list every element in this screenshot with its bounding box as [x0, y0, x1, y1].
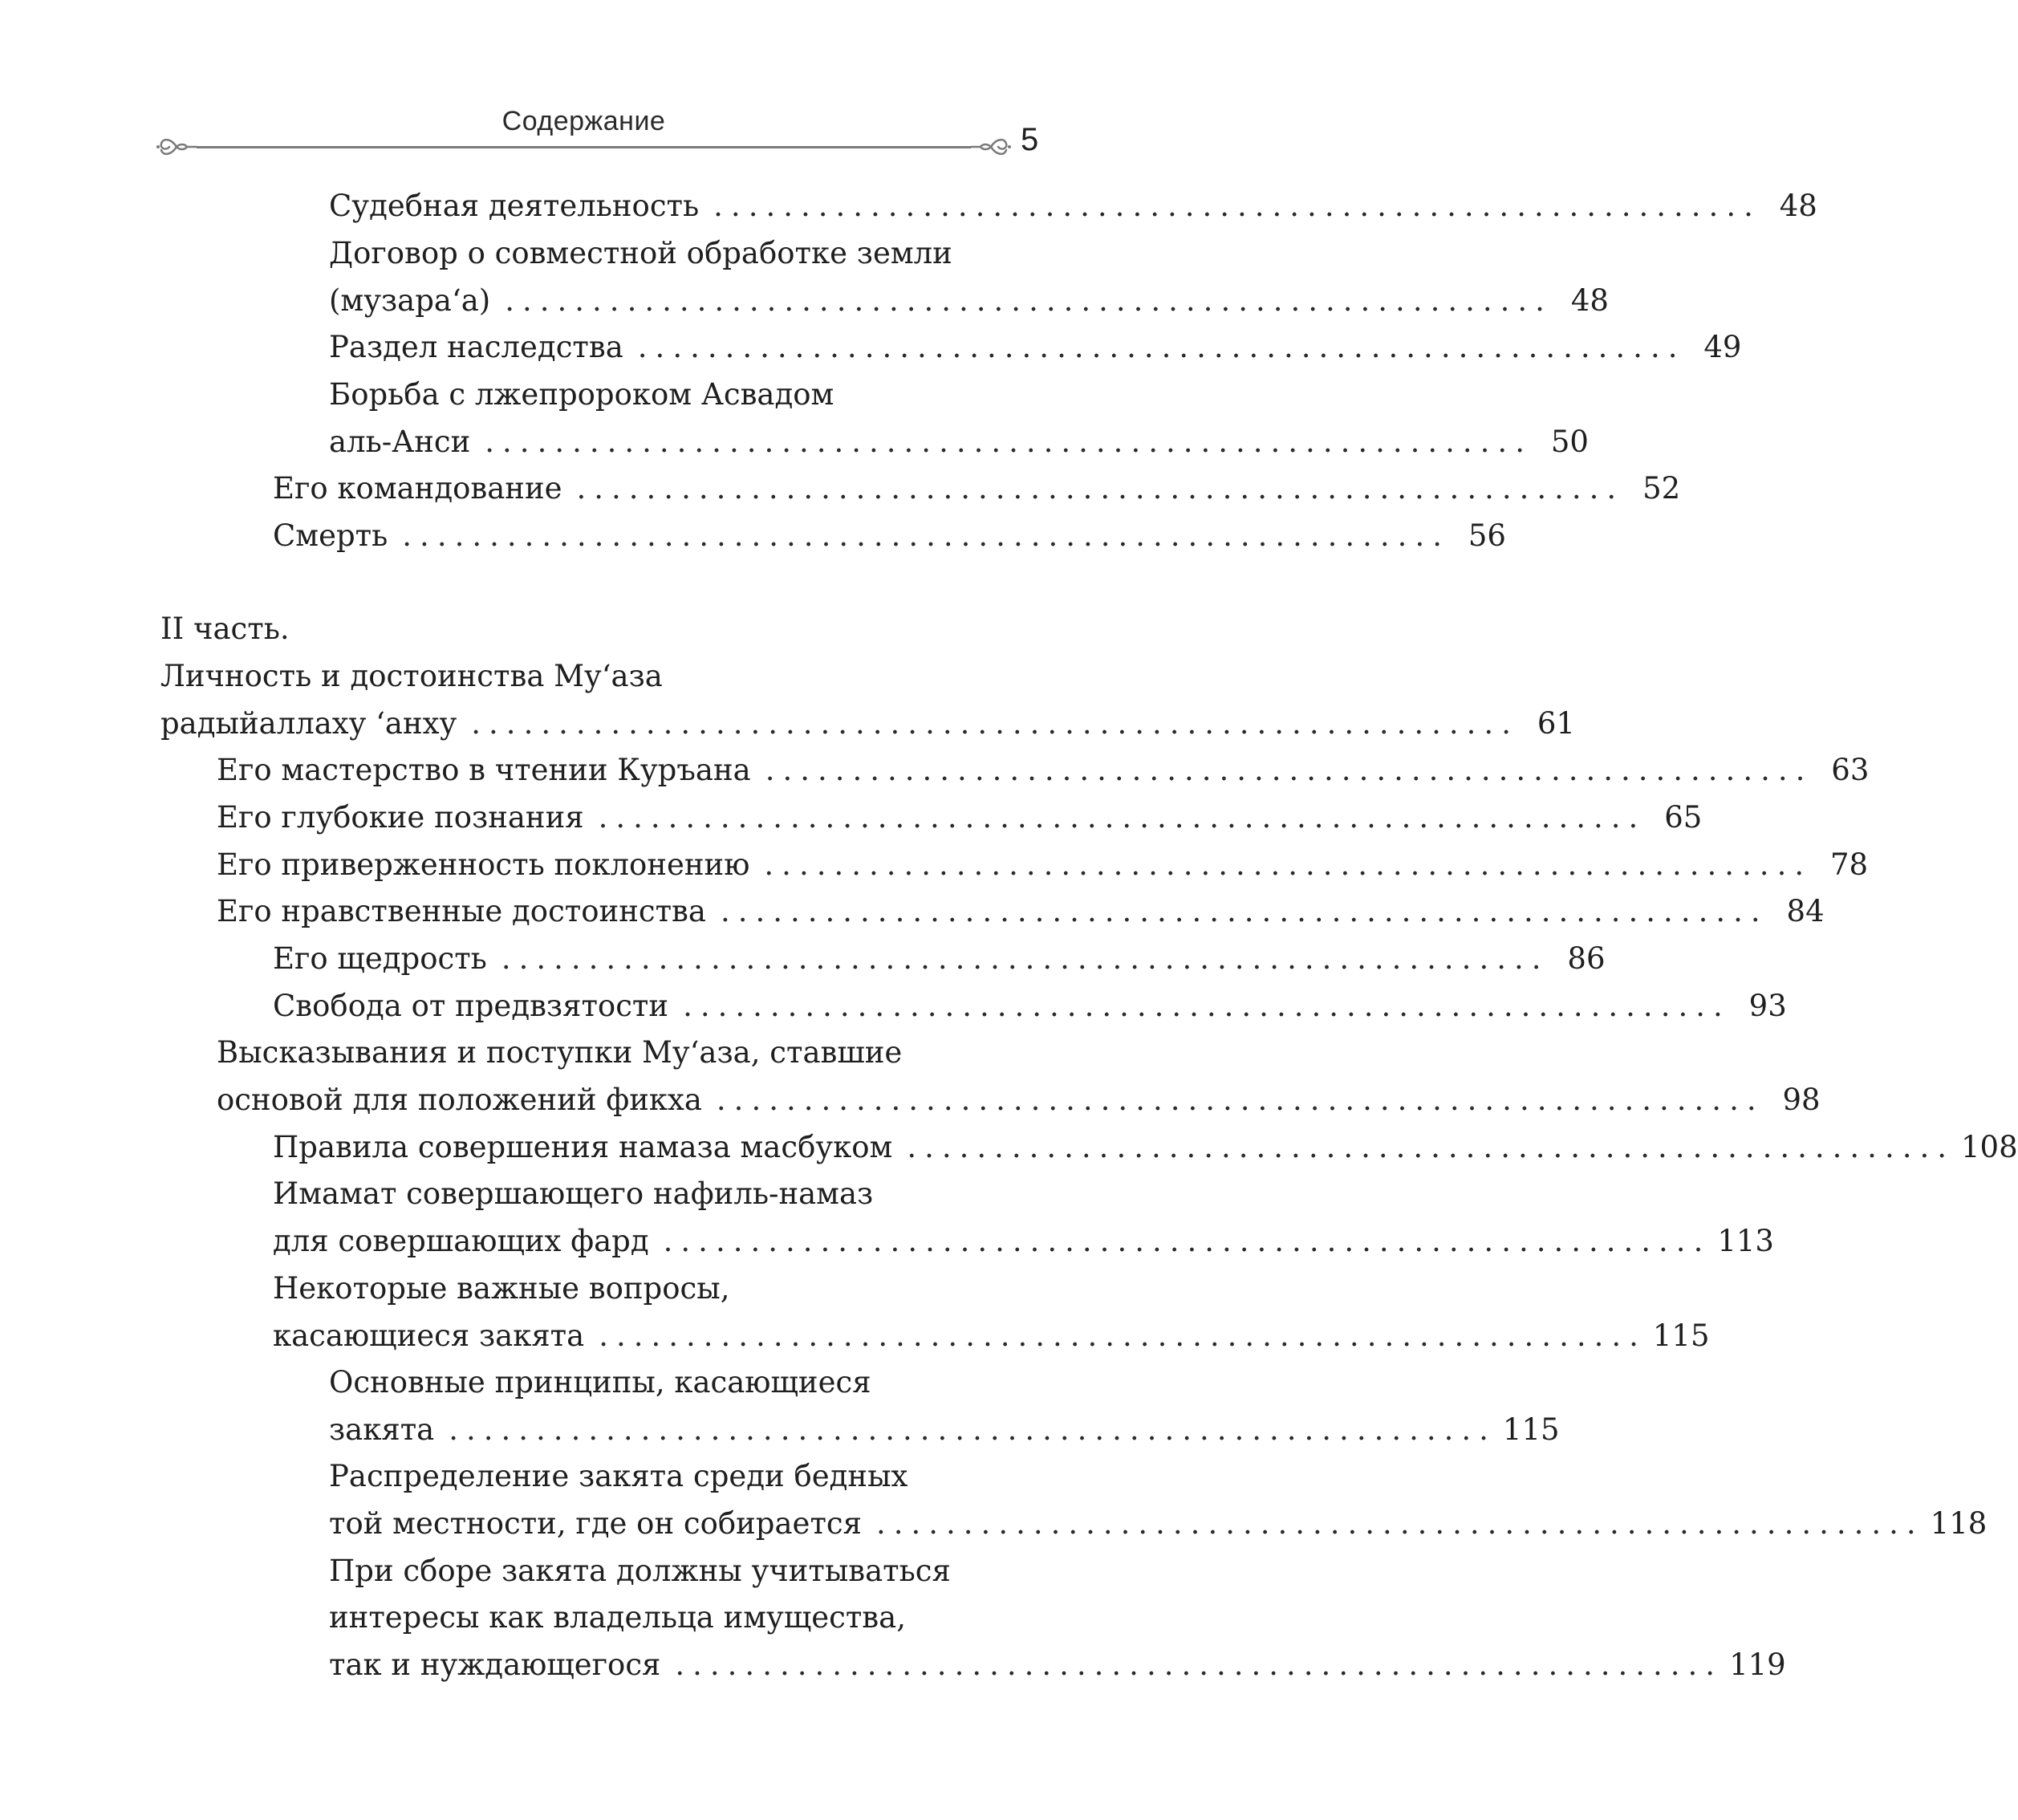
- dot-leader: ............................................................: [501, 941, 1549, 976]
- toc-entry: [273, 1124, 2018, 1171]
- dot-leader: ............................................................: [637, 330, 1686, 364]
- toc-entry-title: Договор о совместной обработке земли: [329, 236, 952, 270]
- toc-entry-title: II часть.: [160, 611, 290, 646]
- toc-entry-page: 115: [1652, 1318, 1710, 1353]
- toc-entry-title: Смерть: [273, 518, 388, 553]
- dot-leader: ............................................................: [599, 1318, 1646, 1353]
- toc-entry: [217, 1030, 1001, 1076]
- toc-entry-title: Личность и достоинства Му‘аза: [160, 659, 663, 693]
- toc-entry: [273, 465, 1681, 512]
- toc-entry: [329, 230, 1001, 277]
- toc-entry: [329, 1407, 1560, 1453]
- toc-entry-title: Высказывания и поступки Му‘аза, ставшие: [217, 1035, 903, 1070]
- page-number: 5: [1021, 122, 1039, 157]
- toc-entry: [273, 513, 1506, 559]
- toc-entry-title: (музара‘а): [329, 283, 491, 318]
- toc-entry: [329, 278, 1609, 324]
- toc-entry-title: Борьба с лжепророком Асвадом: [329, 377, 834, 412]
- toc-entry-title: Его командование: [273, 471, 562, 506]
- toc-entry: [217, 794, 1703, 841]
- dot-leader: ............................................................: [485, 425, 1533, 459]
- toc-entry-title: Имамат совершающего нафиль-намаз: [273, 1176, 874, 1211]
- toc-entry-title: Свобода от предвзятости: [273, 989, 669, 1023]
- toc-entry-title: Его щедрость: [273, 941, 487, 976]
- toc-entry-title: касающиеся закята: [273, 1318, 585, 1353]
- dot-leader: ............................................................: [765, 753, 1813, 787]
- toc-entry: [329, 419, 1589, 465]
- header-title: Содержание: [501, 106, 666, 136]
- toc-entry: [329, 372, 1001, 418]
- toc-entry: [160, 701, 1575, 747]
- toc-entry: [217, 842, 1869, 888]
- toc-entry-title: Судебная деятельность: [329, 189, 700, 223]
- toc-entry: [273, 936, 1606, 982]
- toc-entry-title: так и нуждающегося: [329, 1647, 661, 1682]
- toc-entry-title: интересы как владельца имущества,: [329, 1600, 906, 1635]
- toc-entry-page: 115: [1502, 1412, 1560, 1447]
- toc-entry: [217, 1077, 1821, 1123]
- dot-leader: ............................................................: [663, 1224, 1711, 1258]
- toc-entry: [329, 324, 1742, 371]
- toc-entry-title: радыйаллаху ‘анху: [160, 706, 457, 741]
- toc-entry-title: Правила совершения намаза масбуком: [273, 1130, 893, 1164]
- toc-entry: [329, 1548, 1001, 1595]
- toc-entry-title: Его глубокие познания: [217, 800, 584, 835]
- toc-entry: [273, 1218, 1774, 1265]
- toc-entry-page: 61: [1537, 706, 1575, 741]
- toc-entry: [329, 1359, 1001, 1406]
- toc-entry: [329, 183, 1817, 230]
- toc-entry: [329, 1595, 1001, 1641]
- toc-entry-page: 56: [1468, 518, 1506, 553]
- toc-entry-page: 52: [1642, 471, 1681, 506]
- dot-leader: ............................................................: [505, 283, 1553, 318]
- toc-entry: [329, 1642, 1786, 1688]
- toc-entry-title: При сборе закята должны учитываться: [329, 1554, 951, 1588]
- toc-entry-title: той местности, где он собирается: [329, 1506, 862, 1541]
- toc-entry: [329, 1453, 1001, 1500]
- toc-entry-page: 78: [1830, 847, 1869, 882]
- toc-entry-page: 119: [1729, 1647, 1786, 1682]
- toc-entry: [273, 1171, 1001, 1217]
- toc-entry: [329, 1501, 1988, 1547]
- toc-entry-title: закята: [329, 1412, 435, 1447]
- toc-entry: [273, 983, 1787, 1030]
- toc-entry: [217, 888, 1825, 935]
- dot-leader: ............................................................: [402, 518, 1450, 553]
- dot-leader: ............................................................: [449, 1412, 1496, 1447]
- dot-leader: ............................................................: [471, 706, 1519, 741]
- dot-leader: ............................................................: [720, 894, 1768, 928]
- toc-entry: [160, 653, 1001, 700]
- dot-leader: ............................................................: [576, 471, 1625, 506]
- toc-entry: [273, 1265, 1001, 1312]
- toc-entry-page: 86: [1567, 941, 1606, 976]
- dot-leader: ............................................................: [675, 1647, 1724, 1682]
- toc-entry-page: 84: [1786, 894, 1825, 928]
- toc-entry-title: Его приверженность поклонению: [217, 847, 750, 882]
- toc-entry: [160, 606, 1001, 652]
- toc-entry-page: 63: [1831, 753, 1870, 787]
- dot-leader: ............................................................: [683, 989, 1731, 1023]
- toc-entry-page: 50: [1550, 425, 1589, 459]
- dot-leader: ............................................................: [875, 1506, 1924, 1541]
- toc-entry-page: 113: [1717, 1224, 1774, 1258]
- toc-entry-title: аль-Анси: [329, 425, 471, 459]
- toc-entry-title: для совершающих фард: [273, 1224, 649, 1258]
- toc-entry-page: 98: [1782, 1083, 1821, 1117]
- toc-entry: [217, 747, 1870, 794]
- toc-entry-title: Некоторые важные вопросы,: [273, 1271, 730, 1306]
- toc-entry-title: Распределение закята среди бедных: [329, 1459, 908, 1493]
- dot-leader: ............................................................: [907, 1130, 1955, 1164]
- toc-entry-page: 48: [1570, 283, 1609, 318]
- toc-entry-page: 65: [1664, 800, 1703, 835]
- toc-entry-page: 108: [1961, 1130, 2018, 1164]
- toc-entry-title: Основные принципы, касающиеся: [329, 1365, 871, 1400]
- toc-entry-page: 48: [1779, 189, 1817, 223]
- toc-entry-title: Его нравственные достоинства: [217, 894, 706, 928]
- toc-entry-page: 93: [1748, 989, 1787, 1023]
- dot-leader: ............................................................: [598, 800, 1646, 835]
- toc-entry: [273, 1313, 1710, 1359]
- dot-leader: ............................................................: [764, 847, 1813, 882]
- toc-entry-title: Его мастерство в чтении Куръана: [217, 753, 751, 787]
- toc-entry-title: Раздел наследства: [329, 330, 623, 364]
- toc-entry-page: 49: [1703, 330, 1742, 364]
- dot-leader: ............................................................: [716, 1083, 1764, 1117]
- toc-entry-title: основой для положений фикха: [217, 1083, 702, 1117]
- dot-leader: ............................................................: [713, 189, 1761, 223]
- toc-entry-page: 118: [1930, 1506, 1988, 1541]
